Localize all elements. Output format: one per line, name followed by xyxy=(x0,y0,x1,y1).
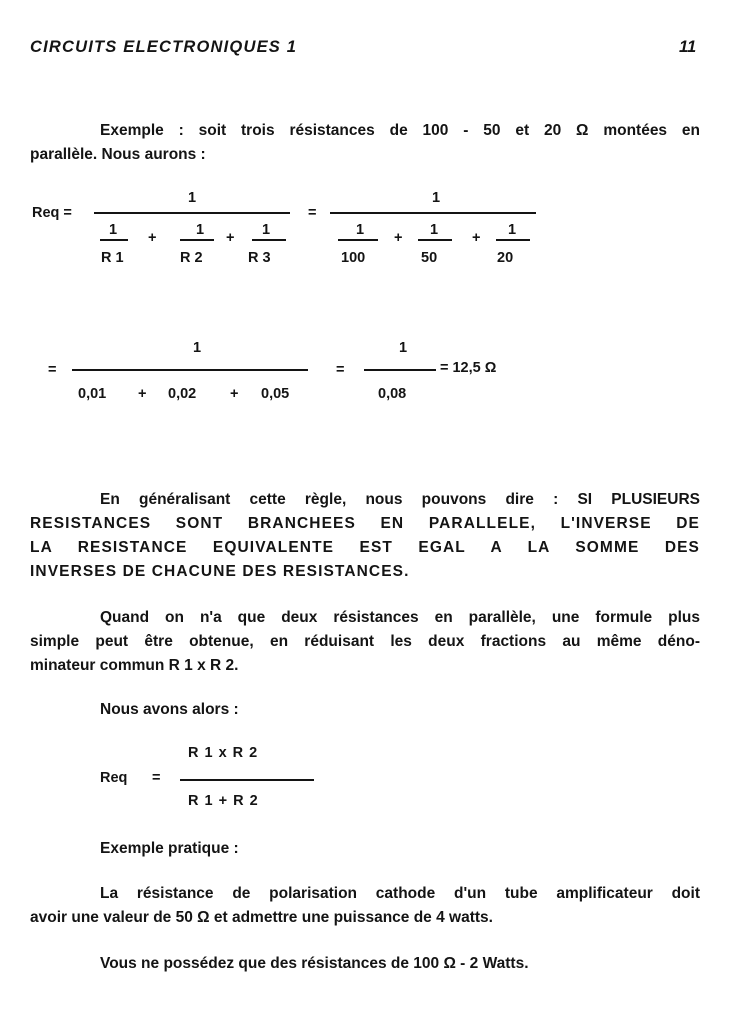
r3-label: R 3 xyxy=(248,250,271,266)
value-0-02: 0,02 xyxy=(168,386,197,402)
sub-num-5: 1 xyxy=(430,222,439,238)
equals-sign: = xyxy=(152,770,161,786)
formula1-lhs: Req = xyxy=(32,205,72,221)
rule-line-4: INVERSES DE CHACUNE DES RESISTANCES. xyxy=(30,563,410,580)
sub-bar-5 xyxy=(418,239,452,241)
sub-bar-2 xyxy=(180,239,214,241)
rule-line-3: LA RESISTANCE EQUIVALENTE EST EGAL A LA SOMME DES xyxy=(30,539,700,556)
equals-sign: = xyxy=(308,205,317,221)
plus-sign: + xyxy=(230,386,239,402)
two-resistors-line-2: simple peut être obtenue, en réduisant les deux fractions au même déno- xyxy=(30,633,700,650)
formula3-lhs: Req xyxy=(100,770,128,786)
equals-sign: = xyxy=(336,362,345,378)
two-resistors-line-3: minateur commun R 1 x R 2. xyxy=(30,657,239,674)
r2-label: R 2 xyxy=(180,250,203,266)
plus-sign: + xyxy=(138,386,147,402)
formula1-numerator: 1 xyxy=(188,190,197,206)
formula1b-fraction-bar xyxy=(330,212,536,214)
value-0-05: 0,05 xyxy=(261,386,290,402)
sub-num-2: 1 xyxy=(196,222,205,238)
formula3-fraction-bar xyxy=(180,779,314,781)
two-resistors-line-1: Quand on n'a que deux résistances en parallèle, une formule plus xyxy=(100,609,700,626)
formula3-denominator: R 1 + R 2 xyxy=(188,793,259,809)
sub-num-3: 1 xyxy=(262,222,271,238)
sub-bar-3 xyxy=(252,239,286,241)
formula1-fraction-bar xyxy=(94,212,290,214)
value-100: 100 xyxy=(341,250,366,266)
sub-bar-1 xyxy=(100,239,128,241)
practical-line-2: avoir une valeur de 50 Ω et admettre une puissance de 4 watts. xyxy=(30,909,493,926)
value-0-08: 0,08 xyxy=(378,386,407,402)
sub-bar-6 xyxy=(496,239,530,241)
plus-sign: + xyxy=(226,230,235,246)
value-20: 20 xyxy=(497,250,514,266)
result-12-5-ohm: = 12,5 Ω xyxy=(440,360,497,376)
practical-line-1: La résistance de polarisation cathode d'un tube amplificateur doit xyxy=(100,885,700,902)
value-50: 50 xyxy=(421,250,438,266)
nous-avons-alors: Nous avons alors : xyxy=(100,701,239,718)
formula2b-numerator: 1 xyxy=(399,340,408,356)
last-line: Vous ne possédez que des résistances de 100 Ω - 2 Watts. xyxy=(100,955,529,972)
value-0-01: 0,01 xyxy=(78,386,107,402)
rule-line-1: En généralisant cette règle, nous pouvons dire : SI PLUSIEURS xyxy=(100,491,700,508)
sub-num-4: 1 xyxy=(356,222,365,238)
sub-num-6: 1 xyxy=(508,222,517,238)
equals-sign: = xyxy=(48,362,57,378)
intro-line-2: parallèle. Nous aurons : xyxy=(30,146,206,163)
page-number: 11 xyxy=(679,38,697,56)
sub-num-1: 1 xyxy=(109,222,118,238)
formula1b-numerator: 1 xyxy=(432,190,441,206)
plus-sign: + xyxy=(394,230,403,246)
formula2b-fraction-bar xyxy=(364,369,436,371)
formula2-numerator: 1 xyxy=(193,340,202,356)
exemple-pratique-heading: Exemple pratique : xyxy=(100,840,239,857)
running-header-title: CIRCUITS ELECTRONIQUES 1 xyxy=(30,38,298,56)
formula2-fraction-bar xyxy=(72,369,308,371)
r1-label: R 1 xyxy=(101,250,124,266)
formula3-numerator: R 1 x R 2 xyxy=(188,745,259,761)
sub-bar-4 xyxy=(338,239,378,241)
rule-line-2: RESISTANCES SONT BRANCHEES EN PARALLELE, L'INVERSE DE xyxy=(30,515,700,532)
intro-line-1: Exemple : soit trois résistances de 100 - 50 et 20 Ω montées en xyxy=(100,122,700,139)
plus-sign: + xyxy=(148,230,157,246)
plus-sign: + xyxy=(472,230,481,246)
